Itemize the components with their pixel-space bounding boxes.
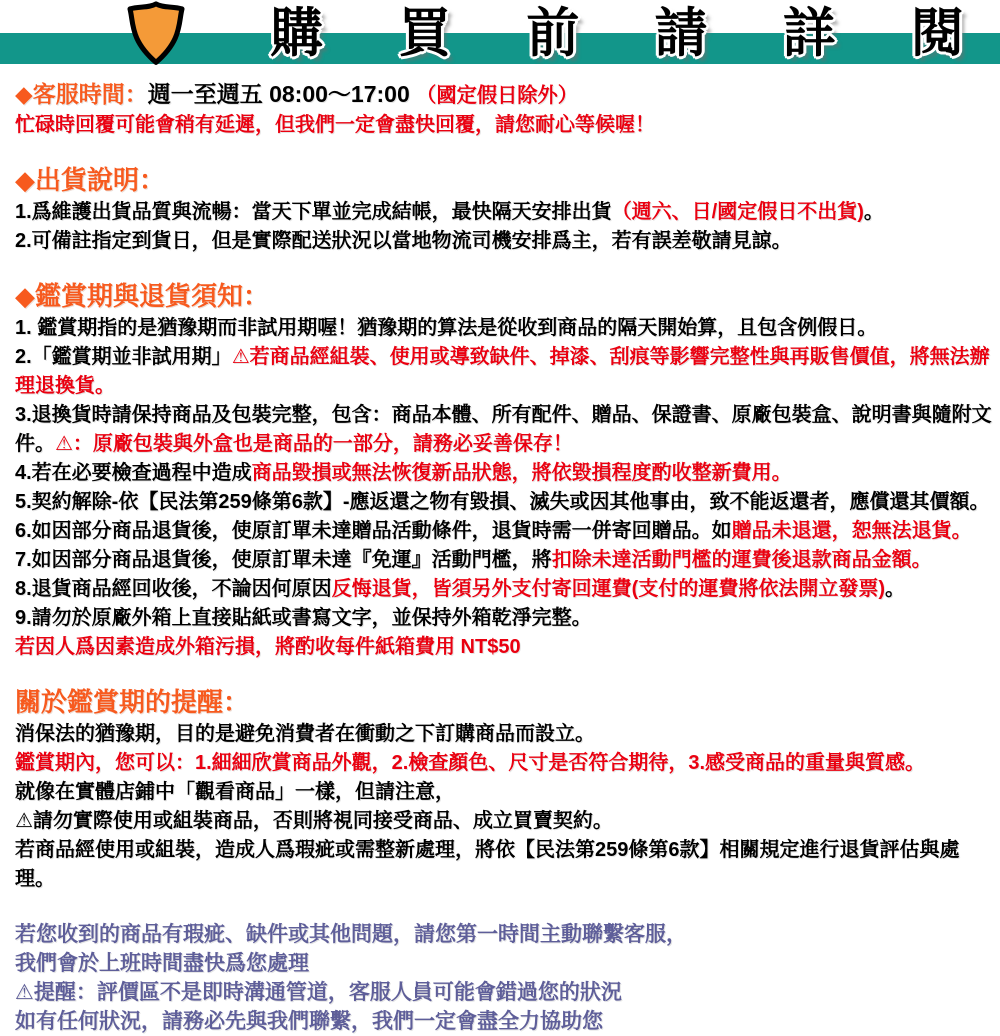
title-char: 前 (526, 3, 580, 63)
text-run: 5.契約解除-依【民法第259條第6款】-應返還之物有毀損、滅失或因其他事由，致不能返還者，應償還其價額。 (15, 491, 990, 513)
text-line (15, 836, 992, 894)
text-run: 消保法的猶豫期，目的是避免消費者在衝動之下訂購商品而設立。 (15, 723, 595, 745)
notice-body (0, 68, 1000, 1036)
text-run: 鑑賞期內，您可以：1.細細欣賞商品外觀，2.檢查顏色、尺寸是否符合期待，3.感受商品的重量與質感。 (15, 752, 926, 774)
text-line (15, 198, 992, 227)
title-banner (0, 0, 1000, 68)
text-run: ⚠請勿實際使用或組裝商品，否則將視同接受商品、成立買賣契約。 (15, 810, 613, 832)
text-run: 我們會於上班時間盡快爲您處理 (15, 952, 309, 975)
section-shipping-info (15, 166, 992, 256)
shield-icon (117, 1, 195, 66)
text-line (15, 80, 992, 111)
title-char: 購 (270, 3, 323, 63)
section-heading: 關於鑑賞期的提醒： (15, 687, 250, 717)
text-run: 2.可備註指定到貨日，但是實際配送狀況以當地物流司機安排爲主，若有誤差敬請見諒。 (15, 230, 792, 252)
section-heading: ◆鑑賞期與退貨須知： (15, 281, 269, 311)
text-run: 2.「鑑賞期並非試用期」 (15, 346, 232, 368)
section-customer-service (15, 80, 992, 140)
text-run: 4.若在必要檢查過程中造成 (15, 462, 252, 484)
text-line (15, 1007, 992, 1036)
text-line (15, 749, 992, 778)
title-char: 閱 (910, 3, 964, 63)
text-run: 忙碌時回覆可能會稍有延遲，但我們一定會盡快回覆，請您耐心等候喔！ (15, 114, 655, 136)
text-line (15, 517, 992, 546)
text-line (15, 227, 992, 256)
text-run: ◆客服時間： (15, 81, 148, 107)
text-line (15, 949, 992, 978)
text-line (15, 778, 992, 807)
page-title (270, 0, 964, 66)
text-run: ⚠：原廠包裝與外盒也是商品的一部分，請務必妥善保存！ (55, 433, 573, 455)
text-line (15, 575, 992, 604)
text-line (15, 807, 992, 836)
text-run: 3.退換貨時請保持商品及包裝完整，包含：商品本體、所有配件、贈品、保證書、原廠包裝盒、說明書與隨附文件。 (15, 404, 992, 455)
text-line (15, 343, 992, 401)
text-run: 8.退貨商品經回收後，不論因何原因 (15, 578, 332, 600)
text-run: 。 (885, 578, 906, 600)
section-return-policy (15, 282, 992, 662)
text-run: 9.請勿於原廠外箱上直接貼紙或書寫文字，並保持外箱乾淨完整。 (15, 607, 592, 629)
text-run: ⚠若商品經組裝、使用或導致缺件、掉漆、刮痕等影響完整性與再販售價值，將無法辦理退換貨。 (15, 346, 990, 397)
text-run: 若商品經使用或組裝，造成人爲瑕疵或需整新處理，將依【民法第259條第6款】相關規定進行退貨評估與處理。 (15, 839, 960, 890)
text-run: 1. 鑑賞期指的是猶豫期而非試用期喔！猶豫期的算法是從收到商品的隔天開始算，且包含例假日。 (15, 317, 878, 339)
text-run: 商品毀損或無法恢復新品狀態，將依毀損程度酌收整新費用。 (251, 462, 792, 484)
title-char: 詳 (782, 3, 836, 63)
section-inspection-reminder (15, 688, 992, 894)
text-run: 週一至週五 08:00～17:00 (147, 81, 417, 107)
text-line (15, 401, 992, 459)
text-run: 若您收到的商品有瑕疵、缺件或其他問題，請您第一時間主動聯繫客服， (15, 923, 687, 946)
text-run: （週六、日/國定假日不出貨) (611, 201, 864, 223)
text-line (15, 604, 992, 633)
text-line (15, 111, 992, 140)
text-line (15, 720, 992, 749)
title-char: 請 (654, 3, 708, 63)
text-run: 1.爲維護出貨品質與流暢：當天下單並完成結帳，最快隔天安排出貨 (15, 201, 612, 223)
text-run: 6.如因部分商品退貨後，使原訂單未達贈品活動條件，退貨時需一併寄回贈品。如 (15, 520, 732, 542)
text-run: （國定假日除外） (416, 85, 579, 107)
text-line (15, 633, 992, 662)
text-run: 就像在實體店鋪中「觀看商品」一樣，但請注意， (15, 781, 455, 803)
text-run: 贈品未退還，恕無法退貨。 (731, 520, 972, 542)
text-run: 若因人爲因素造成外箱污損，將酌收每件紙箱費用 NT$50 (15, 636, 521, 658)
text-line (15, 488, 992, 517)
text-run: 。 (863, 201, 884, 223)
text-line (15, 978, 992, 1007)
section-contact-note (15, 920, 992, 1036)
text-run: 7.如因部分商品退貨後，使原訂單未達『免運』活動門檻，將 (15, 549, 552, 571)
section-heading: ◆出貨說明： (15, 165, 165, 195)
text-run: 如有任何狀況，請務必先與我們聯繫，我們一定會盡全力協助您 (15, 1010, 603, 1033)
text-line (15, 314, 992, 343)
text-run: 反悔退貨，皆須另外支付寄回運費(支付的運費將依法開立發票) (331, 578, 886, 600)
text-line (15, 920, 992, 949)
text-line (15, 546, 992, 575)
text-line (15, 459, 992, 488)
text-run: ⚠提醒：評價區不是即時溝通管道，客服人員可能會錯過您的狀況 (15, 981, 622, 1004)
text-run: 扣除未達活動門檻的運費後退款商品金額。 (551, 549, 932, 571)
title-char: 買 (398, 3, 452, 63)
